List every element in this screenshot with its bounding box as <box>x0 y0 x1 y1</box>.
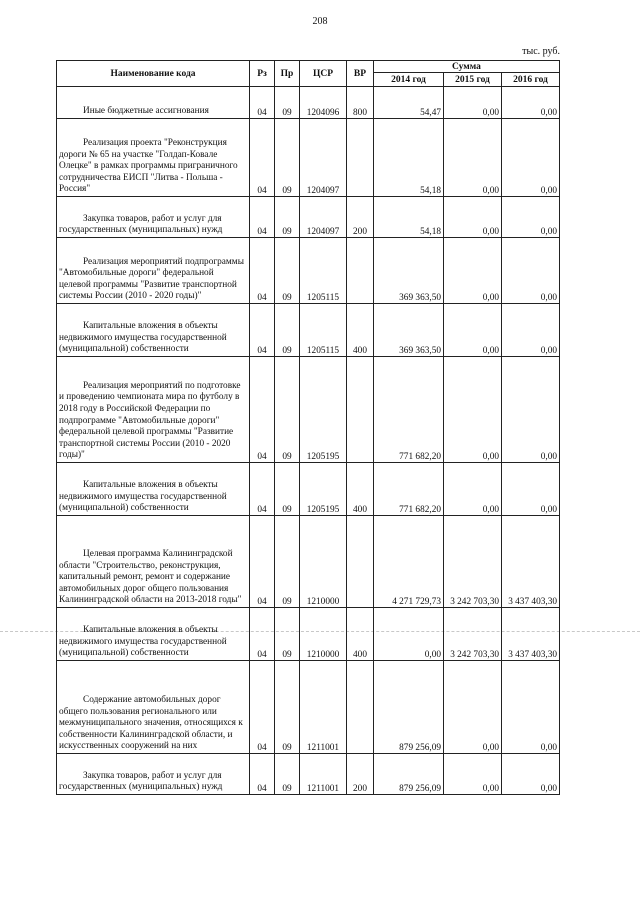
row-value-2016: 0,00 <box>502 661 560 754</box>
row-pr: 09 <box>275 608 300 661</box>
table-row <box>57 357 560 463</box>
row-value-2015: 0,00 <box>444 87 502 119</box>
budget-table <box>56 60 560 795</box>
header-2016: 2016 год <box>502 73 560 87</box>
table-row <box>57 463 560 516</box>
row-rz: 04 <box>250 87 275 119</box>
row-value-2015: 0,00 <box>444 754 502 795</box>
table-row <box>57 754 560 795</box>
row-value-2016: 0,00 <box>502 197 560 238</box>
row-csr: 1211001 <box>300 661 347 754</box>
row-value-2014: 771 682,20 <box>374 463 444 516</box>
header-pr: Пр <box>275 61 300 87</box>
row-value-2016: 3 437 403,30 <box>502 516 560 608</box>
row-vr <box>347 661 374 754</box>
row-csr: 1205115 <box>300 304 347 357</box>
row-value-2016: 0,00 <box>502 238 560 304</box>
row-value-2014: 4 271 729,73 <box>374 516 444 608</box>
row-csr: 1204096 <box>300 87 347 119</box>
row-vr <box>347 357 374 463</box>
row-value-2014: 54,47 <box>374 87 444 119</box>
row-name: Реализация мероприятий по подготовке и проведению чемпионата мира по футболу в 2018 году в Российской Федерации по подпрограмме "Автомобильные дороги" федеральной целевой программы "Развитие транспортной системы России (2010 - 2020 годы)" <box>57 357 250 463</box>
row-value-2016: 3 437 403,30 <box>502 608 560 661</box>
header-vr: ВР <box>347 61 374 87</box>
row-pr: 09 <box>275 357 300 463</box>
row-value-2016: 0,00 <box>502 357 560 463</box>
row-csr: 1210000 <box>300 516 347 608</box>
row-csr: 1205195 <box>300 463 347 516</box>
row-vr: 200 <box>347 197 374 238</box>
header-csr: ЦСР <box>300 61 347 87</box>
row-value-2016: 0,00 <box>502 87 560 119</box>
table-row <box>57 304 560 357</box>
table-row <box>57 87 560 119</box>
row-pr: 09 <box>275 197 300 238</box>
row-name: Капитальные вложения в объекты недвижимого имущества государственной (муниципальной) собственности <box>57 608 250 661</box>
row-vr: 200 <box>347 754 374 795</box>
row-value-2014: 369 363,50 <box>374 304 444 357</box>
row-value-2016: 0,00 <box>502 304 560 357</box>
header-name: Наименование кода <box>57 61 250 87</box>
table-row <box>57 119 560 197</box>
row-value-2014: 771 682,20 <box>374 357 444 463</box>
row-value-2015: 0,00 <box>444 197 502 238</box>
row-csr: 1205195 <box>300 357 347 463</box>
row-pr: 09 <box>275 87 300 119</box>
row-value-2016: 0,00 <box>502 119 560 197</box>
row-value-2015: 0,00 <box>444 238 502 304</box>
row-value-2015: 3 242 703,30 <box>444 516 502 608</box>
row-name: Капитальные вложения в объекты недвижимого имущества государственной (муниципальной) собственности <box>57 463 250 516</box>
row-pr: 09 <box>275 463 300 516</box>
page-number: 208 <box>312 16 328 27</box>
row-name: Реализация мероприятий подпрограммы "Автомобильные дороги" федеральной целевой программы "Развитие транспортной системы России (2010 - 2020 годы)" <box>57 238 250 304</box>
row-value-2014: 879 256,09 <box>374 754 444 795</box>
row-name: Закупка товаров, работ и услуг для государственных (муниципальных) нужд <box>57 197 250 238</box>
header-2015: 2015 год <box>444 73 502 87</box>
row-vr <box>347 119 374 197</box>
row-pr: 09 <box>275 516 300 608</box>
row-csr: 1210000 <box>300 608 347 661</box>
row-value-2015: 0,00 <box>444 119 502 197</box>
table-row <box>57 197 560 238</box>
row-value-2016: 0,00 <box>502 754 560 795</box>
row-name: Капитальные вложения в объекты недвижимого имущества государственной (муниципальной) собственности <box>57 304 250 357</box>
row-rz: 04 <box>250 661 275 754</box>
row-value-2014: 369 363,50 <box>374 238 444 304</box>
row-vr <box>347 238 374 304</box>
row-rz: 04 <box>250 197 275 238</box>
row-rz: 04 <box>250 357 275 463</box>
table-row <box>57 516 560 608</box>
row-value-2015: 3 242 703,30 <box>444 608 502 661</box>
row-csr: 1204097 <box>300 197 347 238</box>
row-value-2014: 879 256,09 <box>374 661 444 754</box>
row-vr: 400 <box>347 608 374 661</box>
table-row <box>57 238 560 304</box>
header-sum: Сумма <box>374 61 560 73</box>
row-pr: 09 <box>275 304 300 357</box>
table-row <box>57 661 560 754</box>
row-value-2015: 0,00 <box>444 661 502 754</box>
table-row <box>57 608 560 661</box>
row-rz: 04 <box>250 238 275 304</box>
row-value-2015: 0,00 <box>444 357 502 463</box>
row-name: Закупка товаров, работ и услуг для государственных (муниципальных) нужд <box>57 754 250 795</box>
row-pr: 09 <box>275 119 300 197</box>
row-value-2015: 0,00 <box>444 304 502 357</box>
row-name: Реализация проекта "Реконструкция дороги № 65 на участке "Голдап-Ковале Олецке" в рамках программы приграничного сотрудничества ЕИСП "Литва - Польша - Россия" <box>57 119 250 197</box>
row-vr: 400 <box>347 304 374 357</box>
row-rz: 04 <box>250 754 275 795</box>
header-2014: 2014 год <box>374 73 444 87</box>
row-rz: 04 <box>250 119 275 197</box>
row-csr: 1211001 <box>300 754 347 795</box>
row-pr: 09 <box>275 754 300 795</box>
row-csr: 1205115 <box>300 238 347 304</box>
row-value-2016: 0,00 <box>502 463 560 516</box>
row-vr: 400 <box>347 463 374 516</box>
header-rz: Рз <box>250 61 275 87</box>
row-csr: 1204097 <box>300 119 347 197</box>
row-name: Иные бюджетные ассигнования <box>57 87 250 119</box>
row-rz: 04 <box>250 463 275 516</box>
units-label: тыс. руб. <box>522 46 560 57</box>
row-name: Содержание автомобильных дорог общего пользования регионального или межмуниципального значения, относящихся к собственности Калининградской области, и искусственных сооружений на них <box>57 661 250 754</box>
row-rz: 04 <box>250 516 275 608</box>
row-rz: 04 <box>250 304 275 357</box>
row-vr <box>347 516 374 608</box>
row-pr: 09 <box>275 238 300 304</box>
row-value-2014: 0,00 <box>374 608 444 661</box>
row-rz: 04 <box>250 608 275 661</box>
row-value-2015: 0,00 <box>444 463 502 516</box>
row-value-2014: 54,18 <box>374 119 444 197</box>
row-name: Целевая программа Калининградской области "Строительство, реконструкция, капитальный ремонт, ремонт и содержание автомобильных дорог общего пользования Калининградской области на 2013-2018 годы" <box>57 516 250 608</box>
row-value-2014: 54,18 <box>374 197 444 238</box>
row-pr: 09 <box>275 661 300 754</box>
row-vr: 800 <box>347 87 374 119</box>
